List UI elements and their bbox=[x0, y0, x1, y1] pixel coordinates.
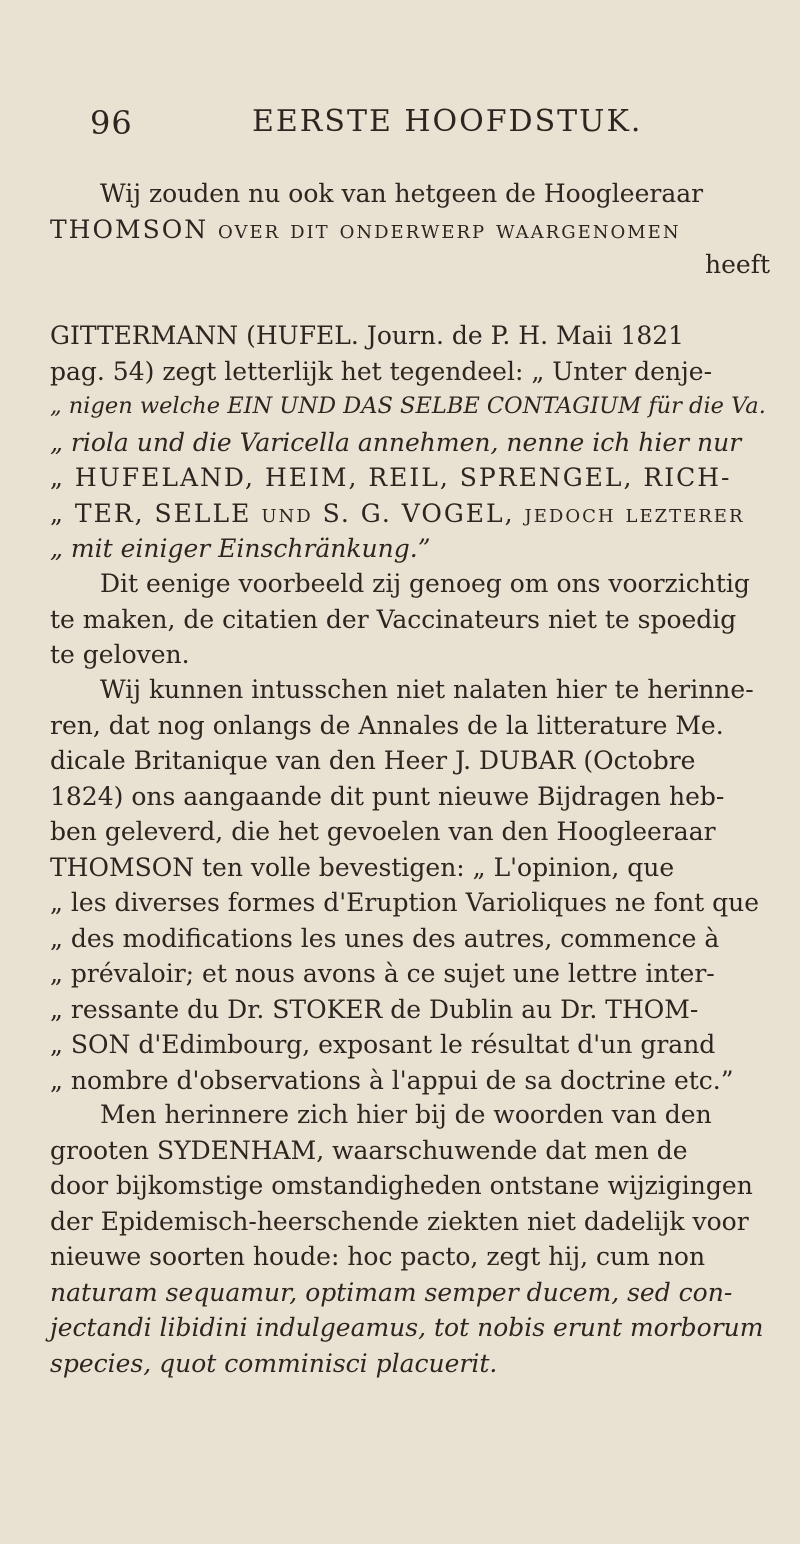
text-line: naturam sequamur, optimam semper ducem, sed con- bbox=[50, 1277, 733, 1307]
text-line: Wij zouden nu ook van hetgeen de Hoogleeraar bbox=[100, 179, 704, 208]
text-line: „ riola und die Varicella annehmen, nenne ich hier nur bbox=[50, 427, 742, 457]
text-line: jectandi libidini indulgeamus, tot nobis erunt morborum bbox=[50, 1313, 764, 1342]
paragraph-voorbeeld bbox=[50, 566, 770, 673]
text-line: „ TER, SELLE und S. G. VOGEL, jedoch lezterer bbox=[50, 498, 745, 528]
page-number: 96 bbox=[90, 104, 133, 142]
text-line: der Epidemisch-heerschende ziekten niet dadelijk voor bbox=[50, 1206, 749, 1236]
text-line: „ nigen welche EIN UND DAS SELBE CONTAGIUM für die Va. bbox=[50, 393, 766, 419]
text-line: pag. 54) zegt letterlijk het tegendeel: „ Unter denje- bbox=[50, 356, 713, 386]
paragraph-sydenham bbox=[50, 1097, 770, 1381]
text-line: „ ressante du Dr. STOKER de Dublin au Dr. THOM- bbox=[50, 994, 699, 1024]
text-line: „ SON d'Edimbourg, exposant le résultat d'un grand bbox=[50, 1030, 716, 1059]
text-line: Men herinnere zich hier bij de woorden van den bbox=[100, 1100, 712, 1129]
text-line: „ HUFELAND, HEIM, REIL, SPRENGEL, RICH- bbox=[50, 463, 732, 492]
paragraph-annales-quote bbox=[50, 672, 770, 1098]
text-line: „ mit einiger Einschränkung.” bbox=[50, 534, 431, 563]
text-line: nieuwe soorten houde: hoc pacto, zegt hij, cum non bbox=[50, 1242, 706, 1271]
text-line: door bijkomstige omstandigheden ontstane wijzigingen bbox=[50, 1171, 753, 1200]
text-line: Wij kunnen intusschen niet nalaten hier te herinne- bbox=[100, 675, 754, 704]
page-header bbox=[90, 104, 770, 144]
text-line: „ les diverses formes d'Eruption Varioliques ne font que bbox=[50, 888, 760, 917]
text-line: „ prévaloir; et nous avons à ce sujet une lettre inter- bbox=[50, 959, 715, 988]
text-line: ren, dat nog onlangs de Annales de la litterature Me. bbox=[50, 710, 724, 740]
text-line: heeft bbox=[705, 250, 770, 279]
text-line: grooten SYDENHAM, waarschuwende dat men de bbox=[50, 1135, 688, 1165]
paragraph-thomson bbox=[50, 176, 770, 283]
paragraph-gittermann-quote bbox=[50, 318, 770, 567]
text-line: THOMSON over dit onderwerp waargenomen bbox=[50, 214, 681, 244]
running-title: EERSTE HOOFDSTUK. bbox=[252, 104, 643, 139]
text-line: ben geleverd, die het gevoelen van den Hoogleeraar bbox=[50, 817, 716, 846]
text-line: te geloven. bbox=[50, 640, 190, 669]
text-line: species, quot comminisci placuerit. bbox=[50, 1348, 498, 1378]
text-line: GITTERMANN (HUFEL. Journ. de P. H. Maii 1821 bbox=[50, 321, 685, 350]
text-line: „ nombre d'observations à l'appui de sa doctrine etc.” bbox=[50, 1065, 734, 1095]
text-line: Dit eenige voorbeeld zij genoeg om ons voorzichtig bbox=[100, 569, 750, 598]
text-line: „ des modifications les unes des autres, commence à bbox=[50, 923, 720, 953]
text-line: te maken, de citatien der Vaccinateurs niet te spoedig bbox=[50, 604, 737, 634]
text-line: THOMSON ten volle bevestigen: „ L'opinion, que bbox=[50, 852, 675, 882]
text-line: dicale Britanique van den Heer J. DUBAR (Octobre bbox=[50, 746, 696, 775]
text-line: 1824) ons aangaande dit punt nieuwe Bijdragen heb- bbox=[50, 781, 725, 811]
